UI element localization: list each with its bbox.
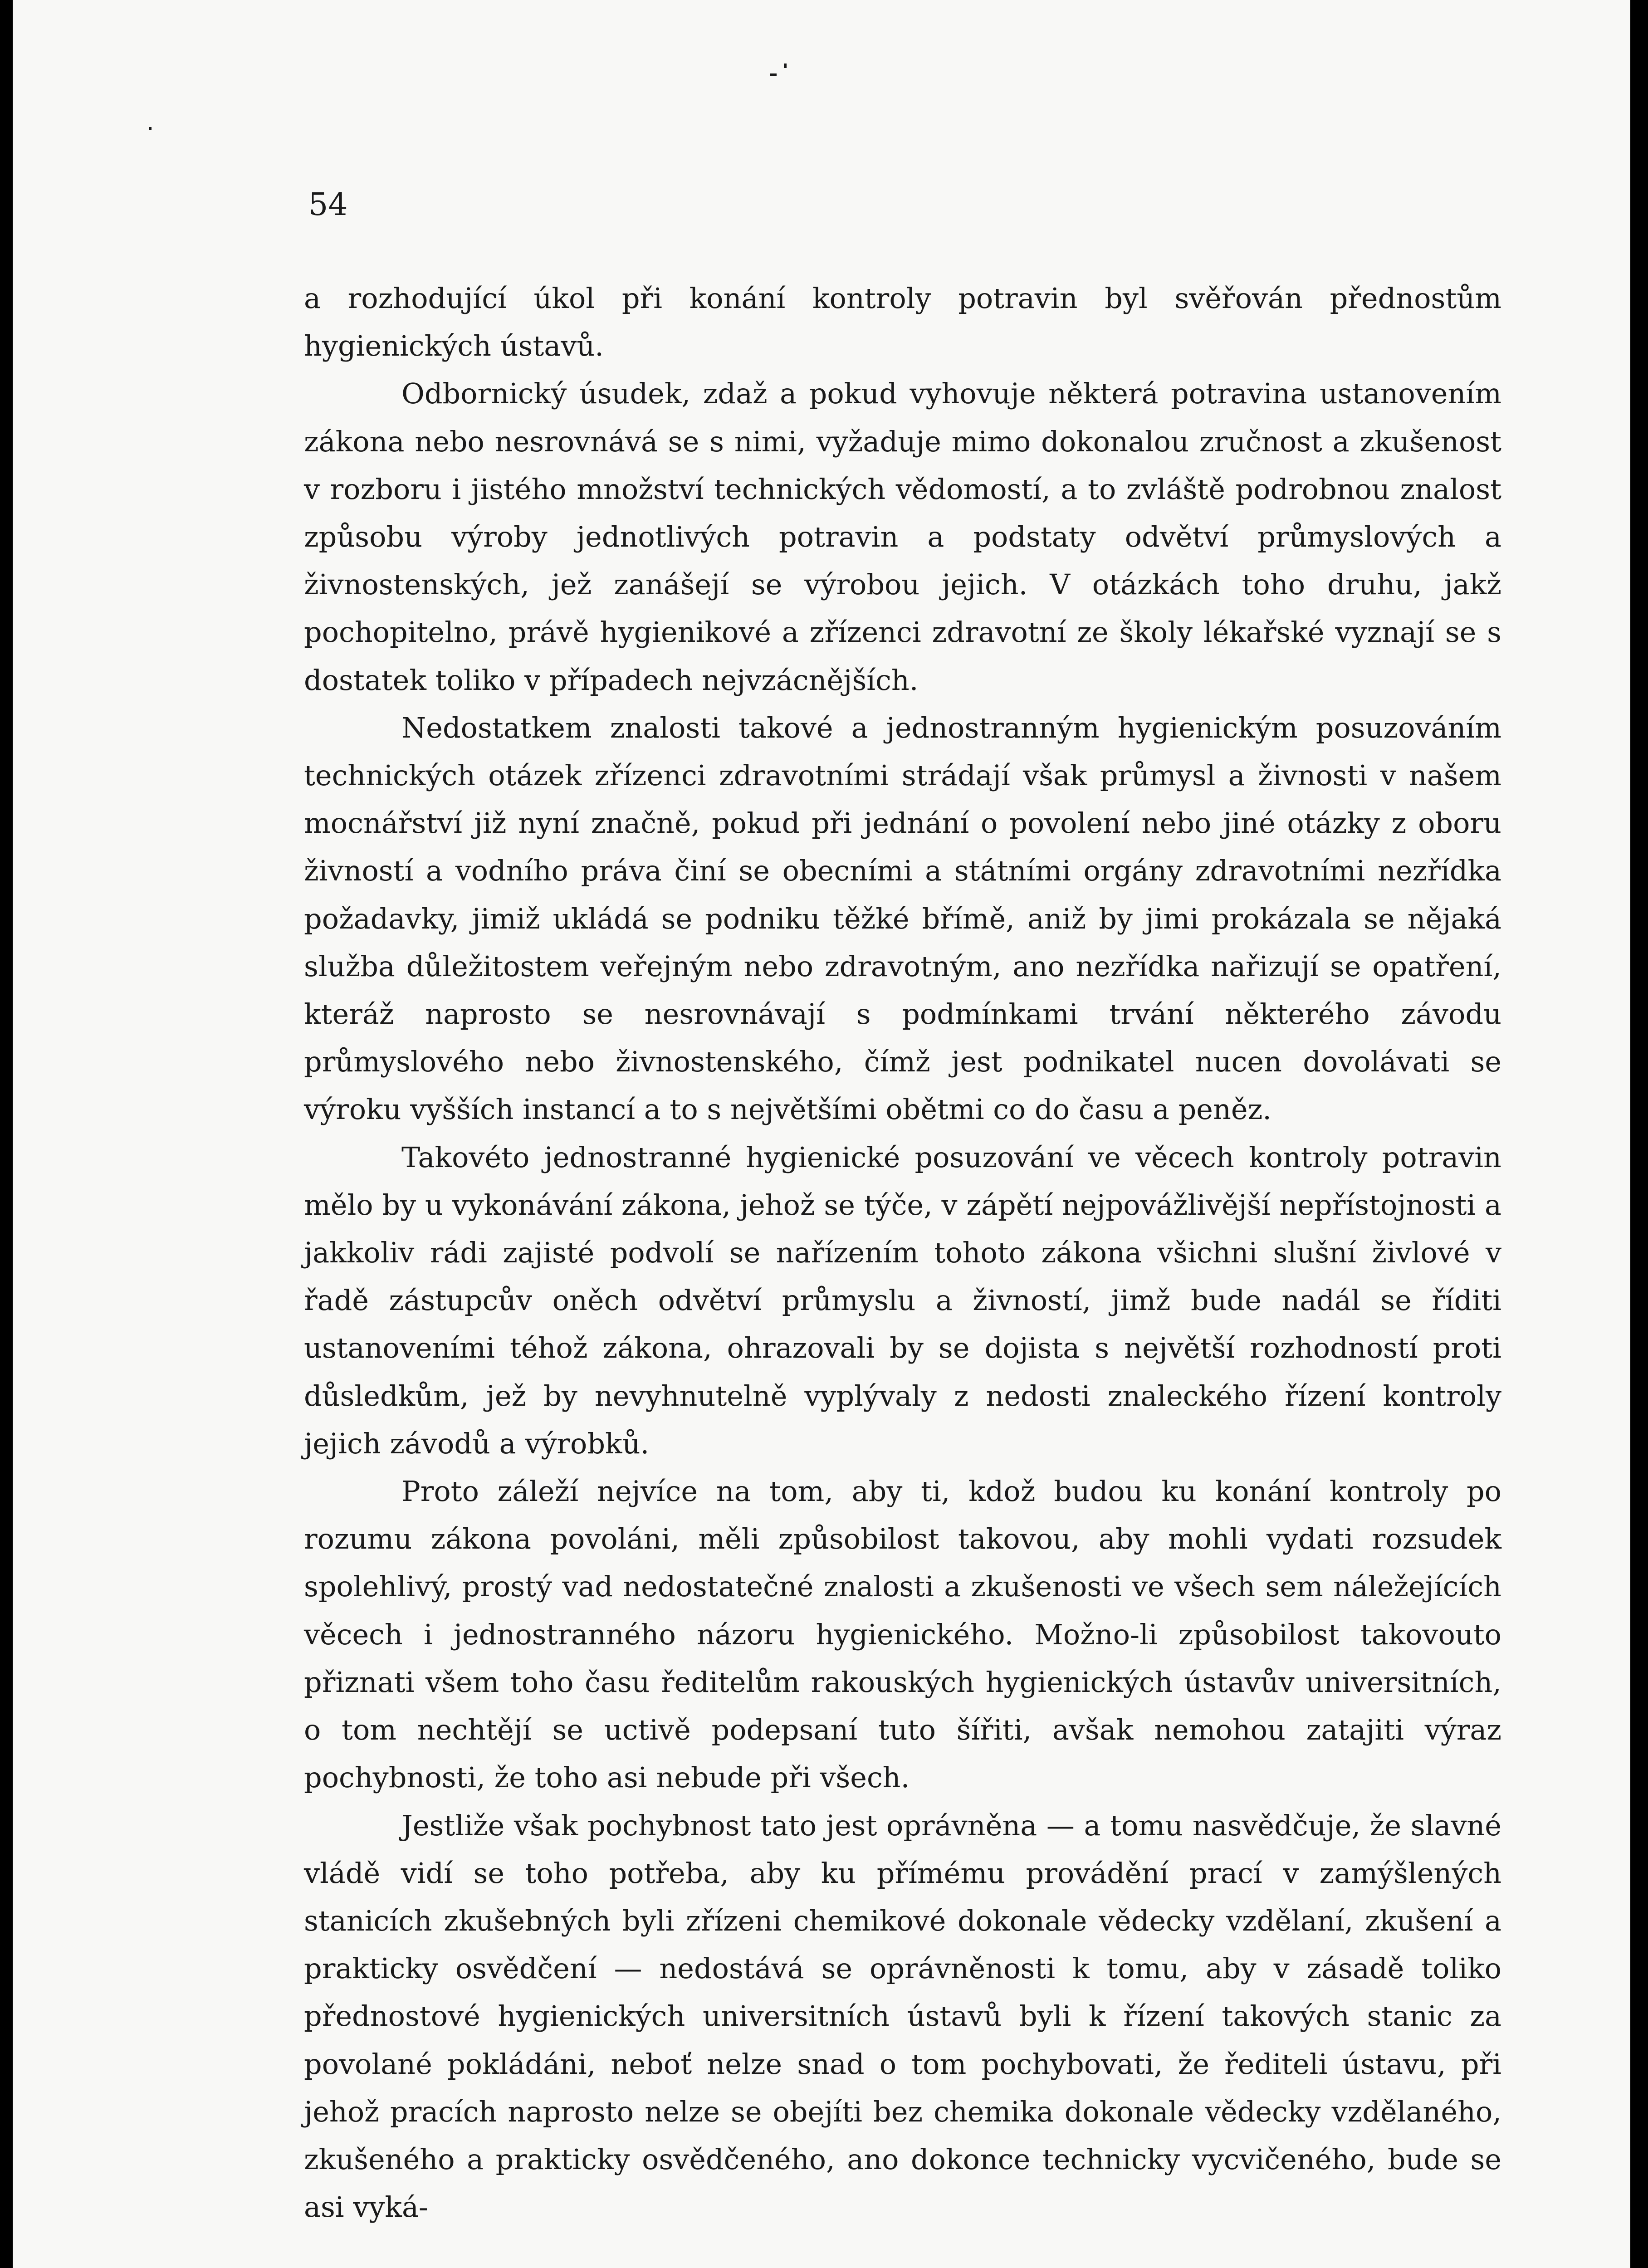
paragraph: Takovéto jednostranné hygienické posuzování ve věcech kontroly potravin mělo by u vykonávání zákona, jehož se týče, v zápětí nejpovážlivější nepřístojnosti a jakkoliv rádi zajisté podvolí se nařízením tohoto zákona všichni slušní živlové v řadě zástupcův oněch odvětví průmyslu a živností, jimž bude nadál se říditi ustanoveními téhož zákona, ohrazovali by se dojista s největší rozhodností proti důsledkům, jež by nevyhnutelně vyplývaly z nedosti znaleckého řízení kontroly jejich závodů a výrobků.	[304, 1140, 1501, 1460]
scan-speck	[784, 64, 787, 68]
page-number: 54	[308, 187, 348, 223]
paper-sheet	[13, 0, 1630, 2268]
paragraph: a rozhodující úkol při konání kontroly potravin byl svěřován přednostům hygienických ústavů.	[304, 282, 1501, 363]
scan-speck	[770, 73, 777, 76]
scan-speck	[149, 127, 152, 130]
paragraph: Nedostatkem znalosti takové a jednostranným hygienickým posuzováním technických otázek zřízenci zdravotními strádají však průmysl a živnosti v našem mocnářství již nyní značně, pokud při jednání o povolení nebo jiné otázky z oboru živností a vodního práva činí se obecními a státními orgány zdravotními nezřídka požadavky, jimiž ukládá se podniku těžké břímě, aniž by jimi prokázala se nějaká služba důležitostem veřejným nebo zdravotným, ano nezřídka nařizují se opatření, kteráž naprosto se nesrovnávají s podmínkami trvání některého závodu průmyslového nebo živnostenského, čímž jest podnikatel nucen dovolávati se výroku vyšších instancí a to s největšími obětmi co do času a peněz.	[304, 711, 1501, 1126]
paragraph: Proto záleží nejvíce na tom, aby ti, kdož budou ku konání kontroly po rozumu zákona povoláni, měli způsobilost takovou, aby mohli vydati rozsudek spolehlivý, prostý vad nedostatečné znalosti a zkušenosti ve všech sem náležejících věcech i jednostranného názoru hygienického. Možno-li způsobilost takovouto přiznati všem toho času ředitelům rakouských hygienických ústavův universitních, o tom nechtějí se uctivě podepsaní tuto šířiti, avšak nemohou zatajiti výraz pochybnosti, že toho asi nebude při všech.	[304, 1475, 1501, 1794]
body-text	[304, 274, 1501, 2231]
paragraph: Jestliže však pochybnost tato jest oprávněna — a tomu nasvědčuje, že slavné vládě vidí se toho potřeba, aby ku přímému provádění prací v zamýšlených stanicích zkušebných byli zřízeni chemikové dokonale vědecky vzdělaní, zkušení a prakticky osvědčení — nedostává se oprávněnosti k tomu, aby v zásadě toliko přednostové hygienických universitních ústavů byli k řízení takových stanic za povolané pokládáni, neboť nelze snad o tom pochybovati, že řediteli ústavu, při jehož pracích naprosto nelze se obejíti bez chemika dokonale vědecky vzdělaného, zkušeného a prakticky osvědčeného, ano dokonce technicky vycvičeného, bude se asi vyká-	[304, 1809, 1501, 2224]
paragraph: Odbornický úsudek, zdaž a pokud vyhovuje některá potravina ustanovením zákona nebo nesrovnává se s nimi, vyžaduje mimo dokonalou zručnost a zkušenost v rozboru i jistého množství technických vědomostí, a to zvláště podrobnou znalost způsobu výroby jednotlivých potravin a podstaty odvětví průmyslových a živnostenských, jež zanášejí se výrobou jejich. V otázkách toho druhu, jakž pochopitelno, právě hygienikové a zřízenci zdravotní ze školy lékařské vyznají se s dostatek toliko v případech nejvzácnějších.	[304, 377, 1501, 697]
